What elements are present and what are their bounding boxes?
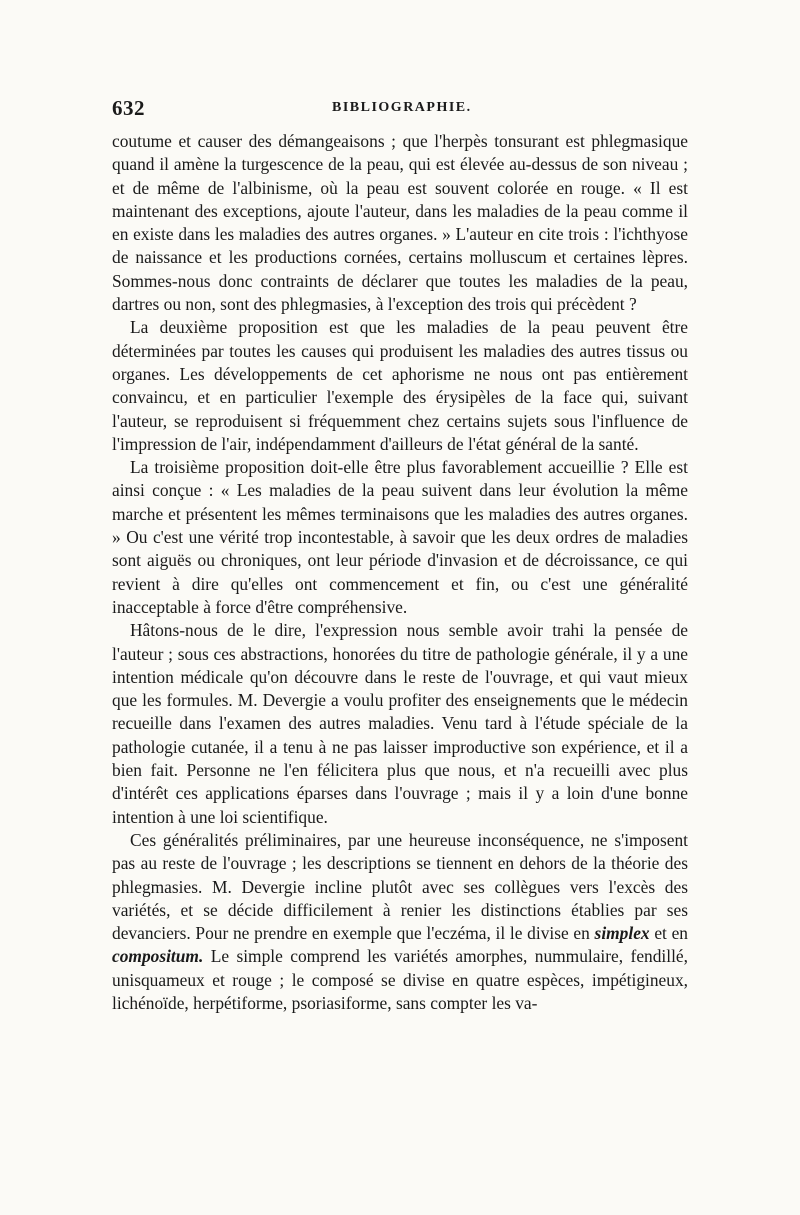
- body-text: [112, 130, 688, 1015]
- paragraph-continued: coutume et causer des démangeaisons ; que l'herpès tonsurant est phlegmasique quand il amène la turgescence de la peau, qui est élevée au-dessus de son niveau ; et de même de l'albinisme, où la peau est souvent colorée en rouge. « Il est maintenant des exceptions, ajoute l'auteur, dans les maladies de la peau comme il en existe dans les maladies des autres organes. » L'auteur en cite trois : l'ichthyose de naissance et les productions cornées, certains molluscum et certaines lèpres. Sommes-nous donc contraints de déclarer que toutes les maladies de la peau, dartres ou non, sont des phlegmasies, à l'exception des trois qui précèdent ?: [112, 131, 688, 315]
- paragraph-text: Le simple comprend les variétés amorphes, nummulaire, fendillé, unisquameux et rouge ; le composé se divise en quatre espèces, impétigineux, lichénoïde, herpétiforme, psoriasiforme, sans compter les va-: [112, 946, 688, 1013]
- book-page: [112, 96, 688, 1015]
- paragraph: La troisième proposition doit-elle être plus favorablement accueillie ? Elle est ainsi conçue : « Les maladies de la peau suivent dans leur évolution la même marche et présentent les mêmes terminaisons que les maladies des autres organes. » Ou c'est une vérité trop incontestable, à savoir que les deux ordres de maladies sont aiguës ou chroniques, ont leur période d'invasion et de décroissance, ce qui revient à dire qu'elles ont commencement et fin, ou c'est une généralité inacceptable à force d'être compréhensive.: [112, 457, 688, 617]
- running-head: [112, 96, 688, 124]
- term-simplex: simplex: [594, 923, 650, 944]
- paragraph-text: Ces généralités préliminaires, par une heureuse inconséquence, ne s'imposent pas au reste de l'ouvrage ; les descriptions se tiennent en dehors de la théorie des phlegmasies. M. Devergie incline plutôt avec ses collègues vers l'excès des variétés, et se décide difficilement à renier les distinctions établies par ses devanciers. Pour ne prendre en exemple que l'eczéma, il le divise en: [112, 829, 688, 944]
- running-title: BIBLIOGRAPHIE.: [332, 100, 472, 115]
- paragraph-text: et en: [649, 923, 688, 944]
- paragraph: Hâtons-nous de le dire, l'expression nous semble avoir trahi la pensée de l'auteur ; sous ces abstractions, honorées du titre de pathologie générale, il y a une intention médicale qu'on découvre dans le reste de l'ouvrage, et qui vaut mieux que les formules. M. Devergie a voulu profiter des enseignements que le médecin recueille dans l'examen des autres maladies. Venu tard à l'étude spéciale de la pathologie cutanée, il a tenu à ne pas laisser improductive son expérience, et il a bien fait. Personne ne l'en félicitera plus que nous, et n'a recueilli avec plus d'intérêt ces applications éparses dans l'ouvrage ; mais il y a loin d'une bonne intention à une loi scientifique.: [112, 620, 688, 827]
- page-number: 632: [112, 96, 145, 120]
- term-compositum: compositum.: [112, 946, 204, 967]
- paragraph-last: [112, 829, 688, 1015]
- paragraph: La deuxième proposition est que les maladies de la peau peuvent être déterminées par toutes les causes qui produisent les maladies des autres tissus ou organes. Les développements de cet aphorisme ne nous ont pas entièrement convaincu, et en particulier l'exemple des érysipèles de la face qui, suivant l'auteur, se reproduisent si fréquemment chez certains sujets sous l'influence de l'impression de l'air, indépendamment d'ailleurs de l'état général de la santé.: [112, 317, 688, 454]
